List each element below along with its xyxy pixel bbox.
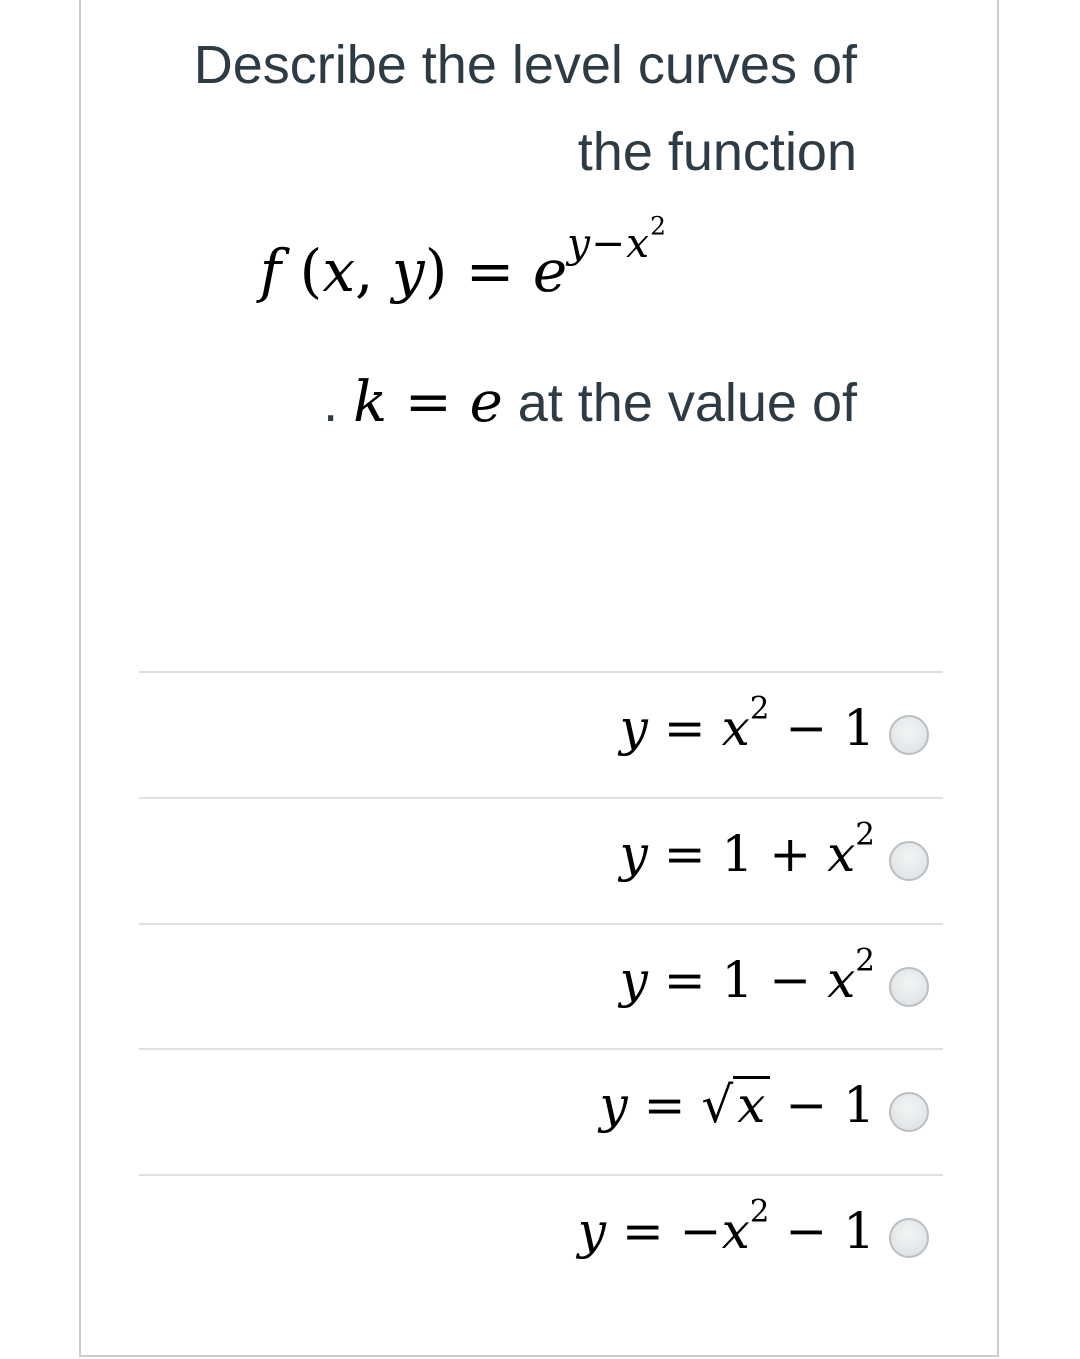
option-1-formula: $y = x^2 - 1$ xyxy=(619,690,875,757)
option-3-formula: $y = 1 - x^2$ xyxy=(619,942,875,1009)
option-2[interactable] xyxy=(139,799,943,923)
option-4[interactable] xyxy=(139,1050,943,1174)
option-5-formula: $y = -x^2 - 1$ xyxy=(577,1193,875,1260)
option-4-formula: y = √x − 1 xyxy=(599,1076,875,1134)
option-3-radio[interactable] xyxy=(889,967,929,1007)
function-definition: f (x, $y) = e^{y-x^2}$ xyxy=(259,211,667,306)
function-exponent: y−x2 xyxy=(567,211,667,267)
option-2-radio[interactable] xyxy=(889,841,929,881)
option-3[interactable] xyxy=(139,925,943,1049)
option-5[interactable] xyxy=(139,1176,943,1300)
question-text-line-2: the function xyxy=(577,122,857,182)
question-text-line-1: Describe the level curves of xyxy=(193,35,857,95)
option-5-radio[interactable] xyxy=(889,1218,929,1258)
option-4-radio[interactable] xyxy=(889,1092,929,1132)
level-value-line xyxy=(323,370,857,435)
k-prefix: . xyxy=(323,373,354,433)
question-card xyxy=(79,0,999,1357)
function-lhs: f xyxy=(259,237,282,306)
option-2-formula: $y = 1 + x^2$ xyxy=(619,816,875,883)
k-suffix: at the value of xyxy=(502,373,857,433)
k-equation: k = e xyxy=(353,370,503,435)
option-1[interactable] xyxy=(139,673,943,797)
sqrt-symbol: √x xyxy=(701,1076,769,1134)
option-1-radio[interactable] xyxy=(889,715,929,755)
